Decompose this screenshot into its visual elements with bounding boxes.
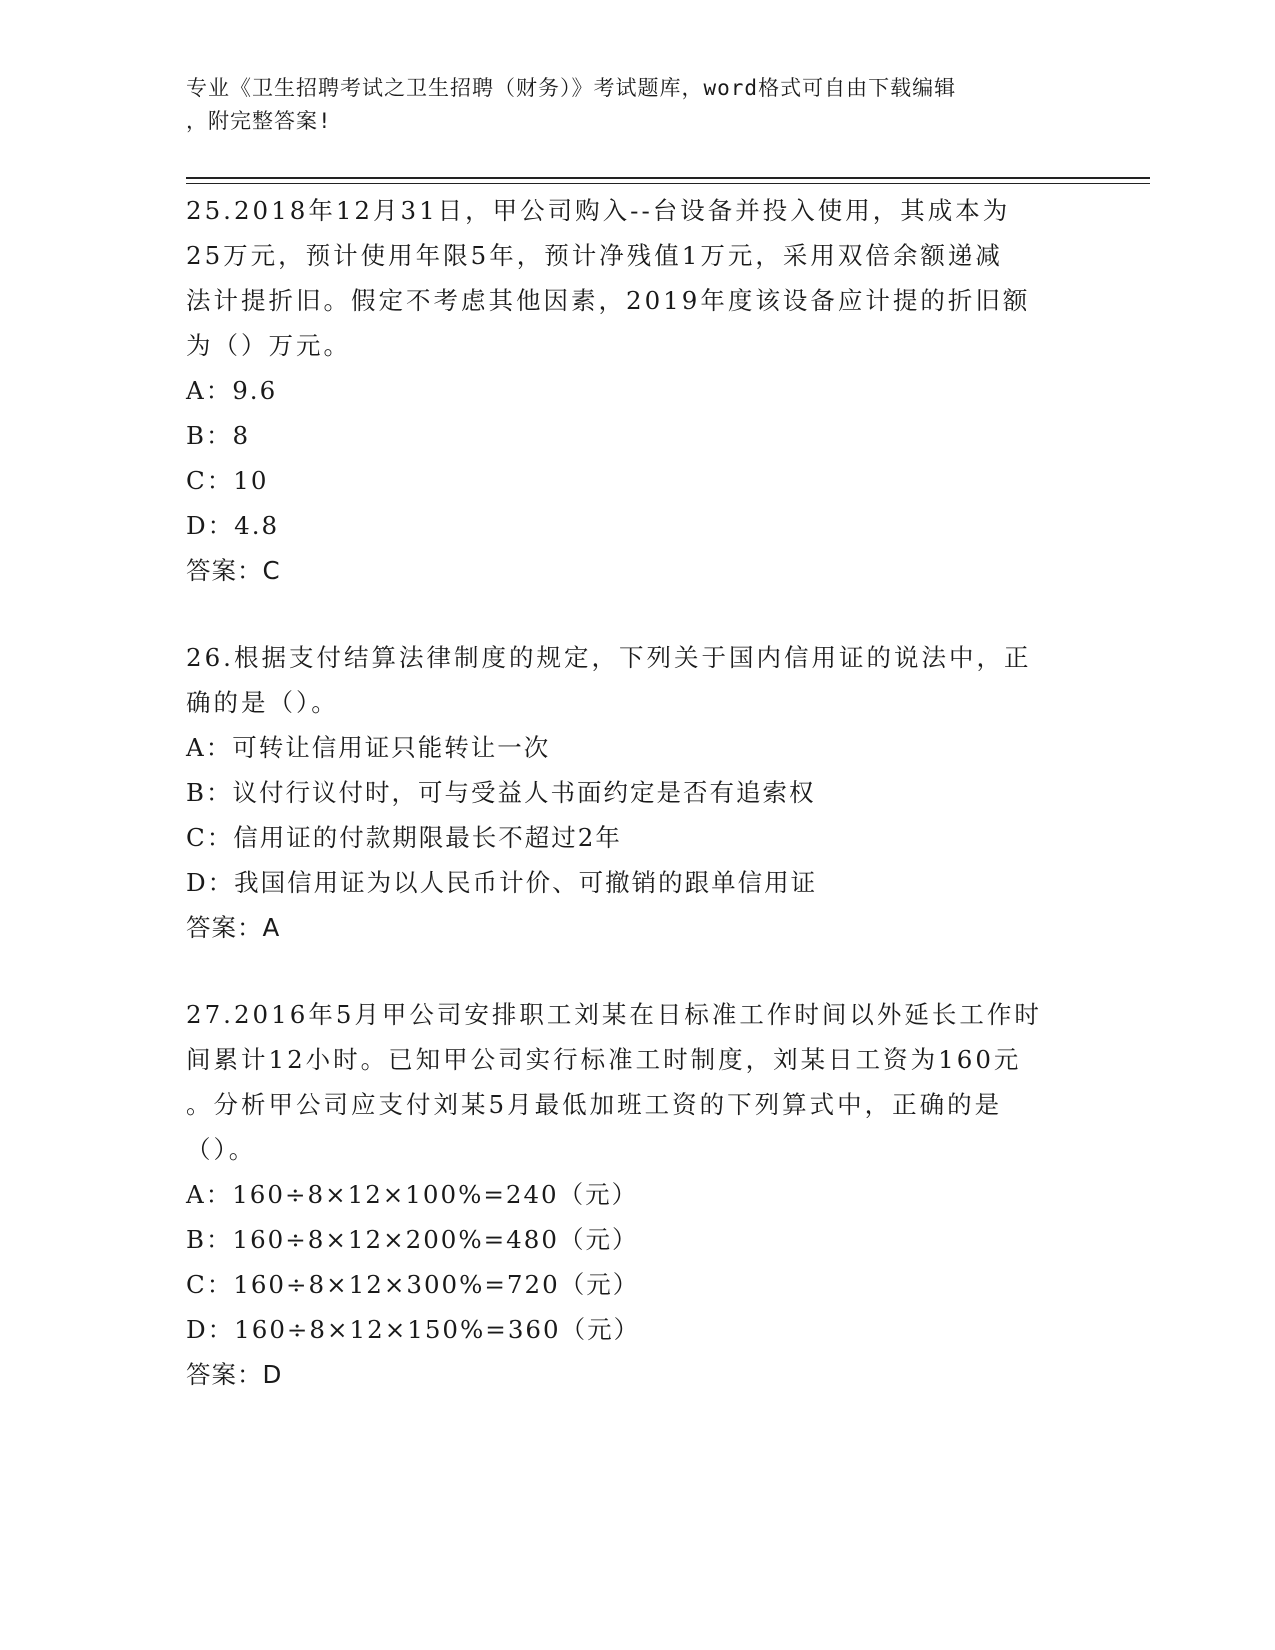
question-stem-line: （）。 xyxy=(186,1135,257,1164)
question-list xyxy=(186,188,1086,1439)
question-stem-line: 26.根据支付结算法律制度的规定，下列关于国内信用证的说法中，正 xyxy=(186,643,1032,672)
question-stem-line: 法计提折旧。假定不考虑其他因素，2019年度该设备应计提的折旧额 xyxy=(186,286,1031,315)
option-a: A：9.6 xyxy=(186,376,278,405)
question-26 xyxy=(186,635,1086,950)
question-stem-line: 25万元，预计使用年限5年，预计净残值1万元，采用双倍余额递减 xyxy=(186,241,1003,270)
question-27 xyxy=(186,992,1086,1397)
option-d: D：我国信用证为以人民币计价、可撤销的跟单信用证 xyxy=(186,868,818,897)
header-divider-thin xyxy=(186,183,1150,184)
answer-line: 答案：A xyxy=(186,913,281,942)
option-a: A：160÷8×12×100%=240（元） xyxy=(186,1180,639,1209)
header-line-1: 专业《卫生招聘考试之卫生招聘（财务）》考试题库，word格式可自由下载编辑 xyxy=(186,76,957,100)
header-divider-thick xyxy=(186,177,1150,179)
option-a: A：可转让信用证只能转让一次 xyxy=(186,733,551,762)
question-25 xyxy=(186,188,1086,593)
option-d: D：4.8 xyxy=(186,511,280,540)
document-header xyxy=(186,72,1066,138)
question-stem-line: 25.2018年12月31日，甲公司购入--台设备并投入使用，其成本为 xyxy=(186,196,1011,225)
question-stem-line: 27.2016年5月甲公司安排职工刘某在日标准工作时间以外延长工作时 xyxy=(186,1000,1042,1029)
option-c: C：160÷8×12×300%=720（元） xyxy=(186,1270,640,1299)
option-b: B：议付行议付时，可与受益人书面约定是否有追索权 xyxy=(186,778,816,807)
option-b: B：160÷8×12×200%=480（元） xyxy=(186,1225,639,1254)
question-stem-line: 确的是（）。 xyxy=(186,688,339,717)
option-c: C：10 xyxy=(186,466,269,495)
option-c: C：信用证的付款期限最长不超过2年 xyxy=(186,823,622,852)
answer-line: 答案：C xyxy=(186,556,281,585)
option-b: B：8 xyxy=(186,421,251,450)
answer-line: 答案：D xyxy=(186,1360,283,1389)
question-stem-line: 。分析甲公司应支付刘某5月最低加班工资的下列算式中，正确的是 xyxy=(186,1090,1003,1119)
question-stem-line: 间累计12小时。已知甲公司实行标准工时制度，刘某日工资为160元 xyxy=(186,1045,1022,1074)
option-d: D：160÷8×12×150%=360（元） xyxy=(186,1315,641,1344)
header-line-2: ，附完整答案! xyxy=(186,109,332,133)
question-stem-line: 为（）万元。 xyxy=(186,331,351,360)
